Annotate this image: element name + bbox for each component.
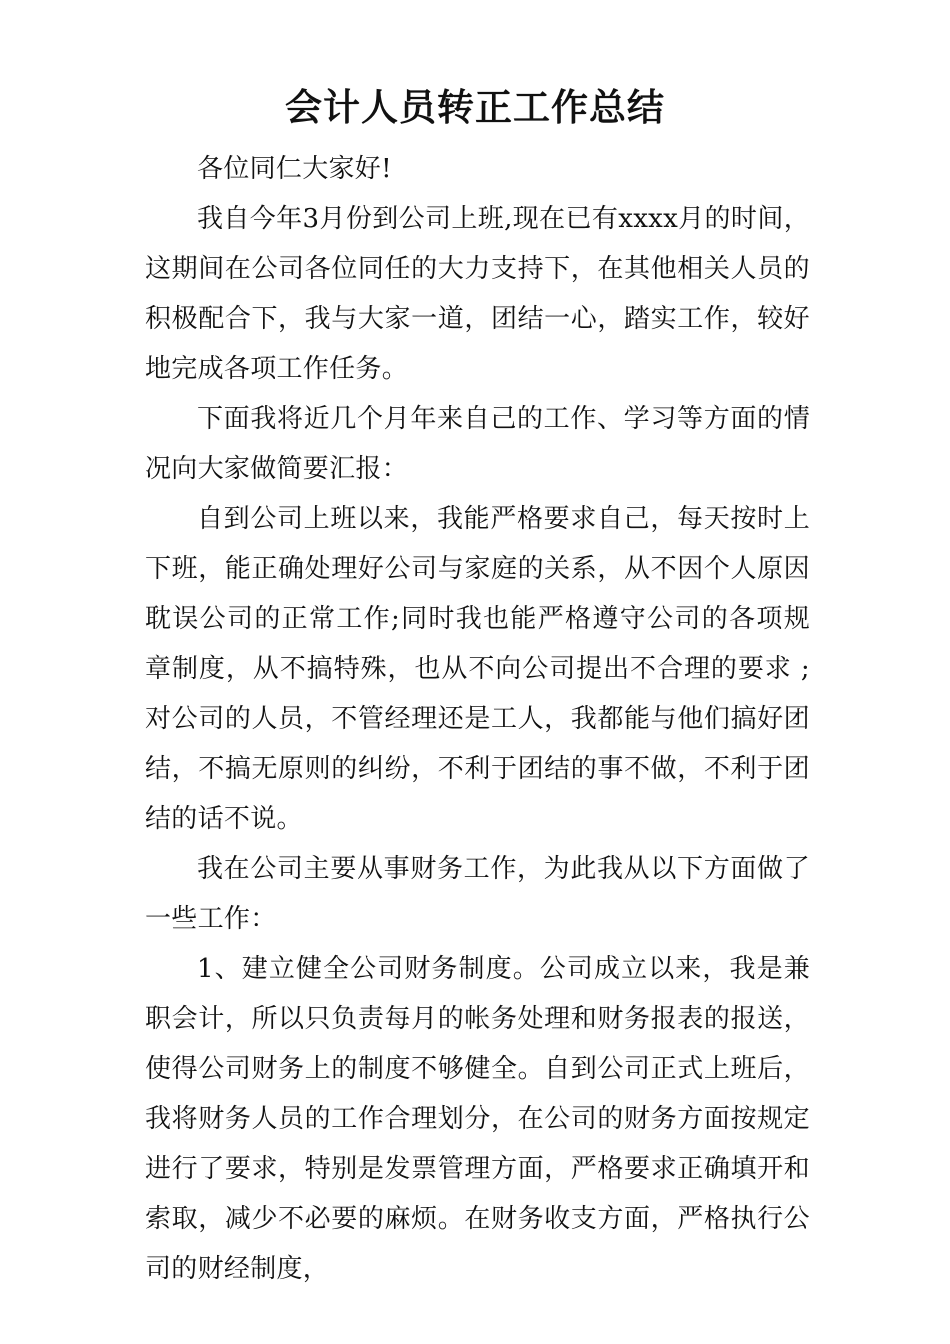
document-title: 会计人员转正工作总结 xyxy=(285,86,665,129)
document-body xyxy=(145,144,810,1294)
paragraph-work-intro: 我在公司主要从事财务工作，为此我从以下方面做了一些工作： xyxy=(145,854,810,934)
paragraph-item-1: 1、建立健全公司财务制度。公司成立以来，我是兼职会计，所以只负责每月的帐务处理和财务报表的报送，使得公司财务上的制度不够健全。自到公司正式上班后，我将财务人员的工作合理划分，在公司的财务方面按规定进行了要求，特别是发票管理方面，严格要求正确填开和索取，减少不必要的麻烦。在财务收支方面，严格执行公司的财经制度， xyxy=(145,954,810,1284)
paragraph-greeting: 各位同仁大家好! xyxy=(197,154,392,184)
paragraph-report-preface: 下面我将近几个月年来自己的工作、学习等方面的情况向大家做简要汇报： xyxy=(145,404,810,484)
paragraph-conduct: 自到公司上班以来，我能严格要求自己，每天按时上下班，能正确处理好公司与家庭的关系，从不因个人原因耽误公司的正常工作;同时我也能严格遵守公司的各项规章制度，从不搞特殊，也从不向公司提出不合理的要求 ;对公司的人员，不管经理还是工人，我都能与他们搞好团结，不搞无原则的纠纷，不利于团结的事不做，不利于团结的话不说。 xyxy=(145,504,810,834)
paragraph-intro: 我自今年3月份到公司上班,现在已有xxxx月的时间，这期间在公司各位同任的大力支持下，在其他相关人员的积极配合下，我与大家一道，团结一心，踏实工作，较好地完成各项工作任务。 xyxy=(145,204,810,384)
